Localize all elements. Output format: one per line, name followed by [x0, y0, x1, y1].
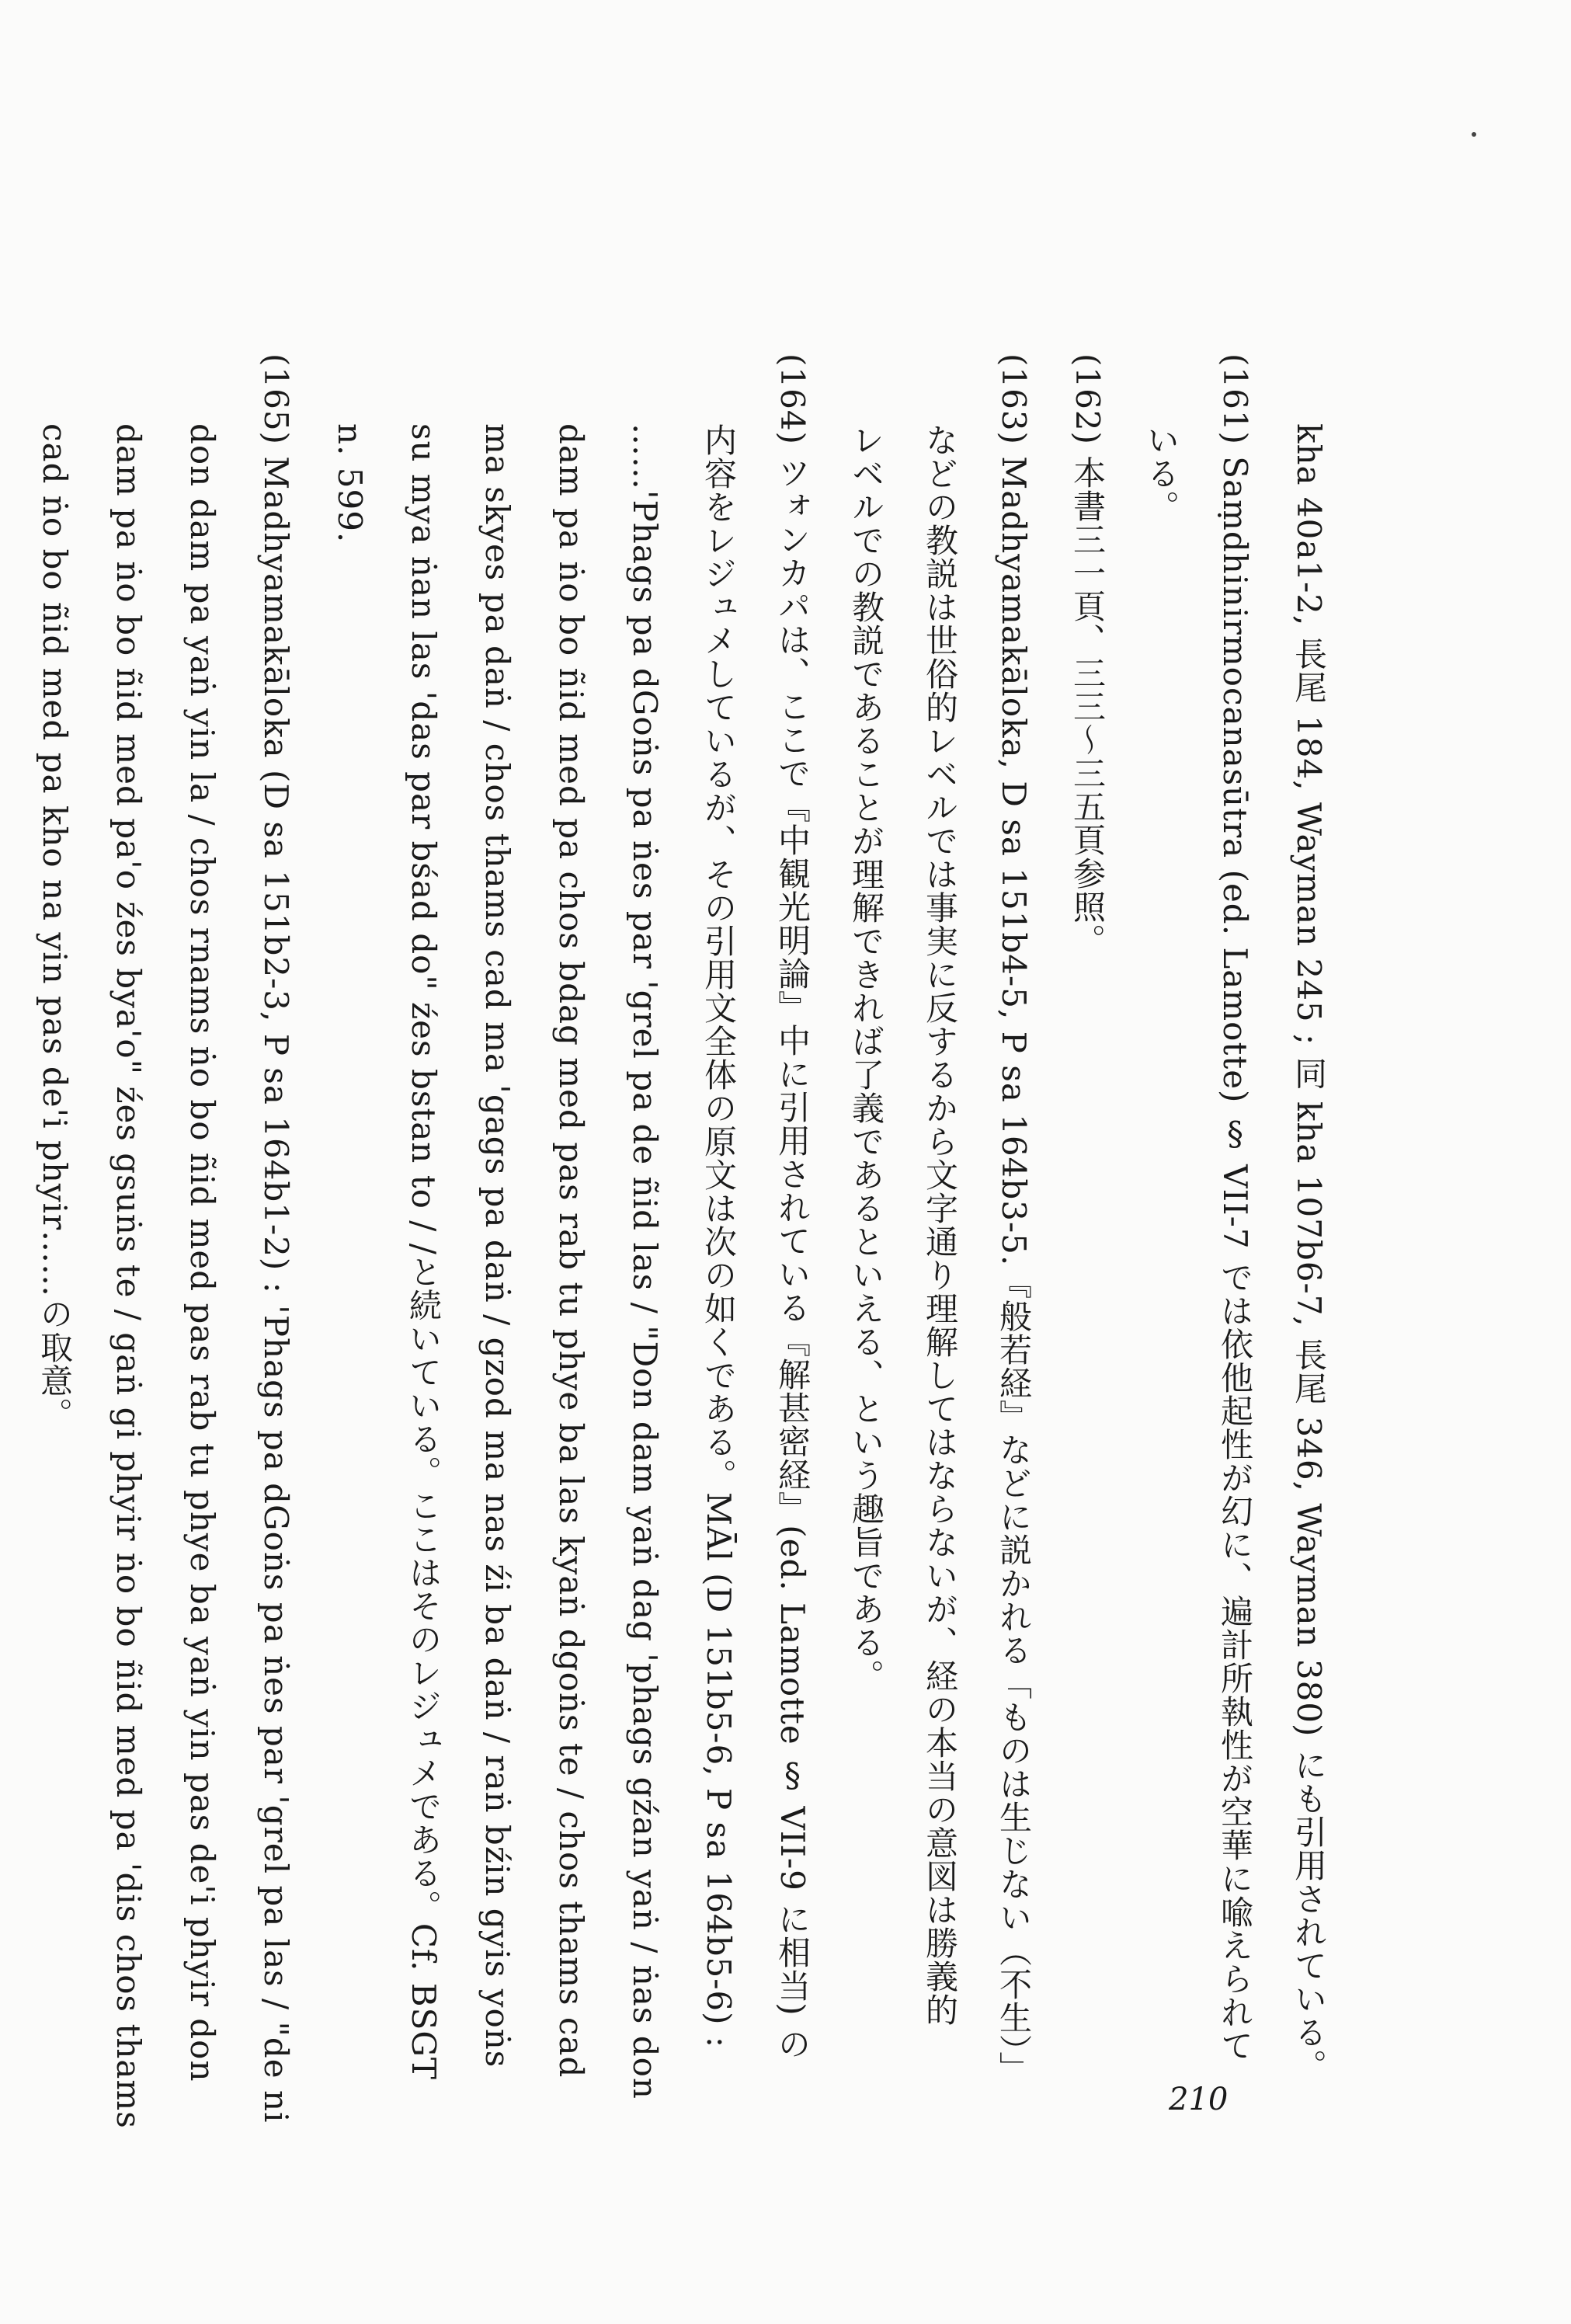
text-line: cad ṅo bo ñid med pa kho na yin pas de'i phyir……の取意。	[36, 423, 74, 1432]
text-line: などの教説は世俗的レベルでは事実に反するから文字通り理解してはならないが、経の本当の意図は勝義的	[921, 423, 959, 2027]
text-line: su mya ṅan las 'das par bśad do" źes bstan to / /と続いている。ここはそのレジュメである。Cf. BSGT	[405, 423, 443, 2080]
text-line: kha 40a1-2, 長尾 184, Wayman 245 ; 同 kha 107b6-7, 長尾 346, Wayman 380) にも引用されている。	[1290, 423, 1328, 2082]
text-line: レベルでの教説であることが理解できれば了義であるといえる、という趣旨である。	[847, 423, 885, 1693]
note-166-line	[0, 353, 18, 2031]
text-line: いる。	[1142, 423, 1180, 524]
page-number: 210	[1169, 2082, 1229, 2117]
note-164-line: (164) ツォンカパは、ここで『中観光明論』中に引用されている『解甚密経』(ed. Lamotte § VII-9 に相当) の	[773, 353, 812, 2061]
text-line: don dam pa yaṅ yin la / chos rnams ṅo bo ñid med pas rab tu phye ba yaṅ yin pas de'i phyir don	[183, 423, 221, 2082]
note-161-line: (161) Saṃdhinirmocanasūtra (ed. Lamotte) § VII-7 では依他起性が幻に、遍計所執性が空華に喩えられて	[1216, 353, 1254, 2062]
scan-speck	[1472, 132, 1476, 137]
note-165-line: (165) Madhyamakāloka (D sa 151b2-3, P sa 164b1-2) : 'Phags pa dGoṅs pa ṅes par 'grel pa las / "de ni	[257, 353, 295, 2124]
text-line: 内容をレジュメしているが、その引用文全体の原文は次の如くである。MĀl (D 151b5-6, P sa 164b5-6) :	[700, 423, 738, 2049]
text-line: ……'Phags pa dGoṅs pa ṅes par 'grel pa de ñid las / "Don dam yaṅ dag 'phags gźan yaṅ / ṅas don	[626, 423, 664, 2100]
note-162-line: (162) 本書三一頁、三三〜三五頁参照。	[1069, 353, 1107, 958]
note-163-line: (163) Madhyamakāloka, D sa 151b4-5, P sa 164b3-5.『般若経』などに説かれる「ものは生じない（不生）」	[995, 353, 1033, 2086]
text-line: ma skyes pa daṅ / chos thams cad ma 'gags pa daṅ / gzod ma nas źi ba daṅ / raṅ bźin gyis yoṅs	[478, 423, 516, 2068]
text-line: dam pa ṅo bo ñid med pa chos bdag med pas rab tu phye ba las kyaṅ dgoṅs te / chos thams cad	[552, 423, 590, 2079]
text-line: dam pa ṅo bo ñid med pa'o źes bya'o" źes gsuṅs te / gaṅ gi phyir ṅo bo ñid med pa 'dis chos thams	[109, 423, 148, 2129]
text-line: n. 599.	[331, 423, 369, 544]
